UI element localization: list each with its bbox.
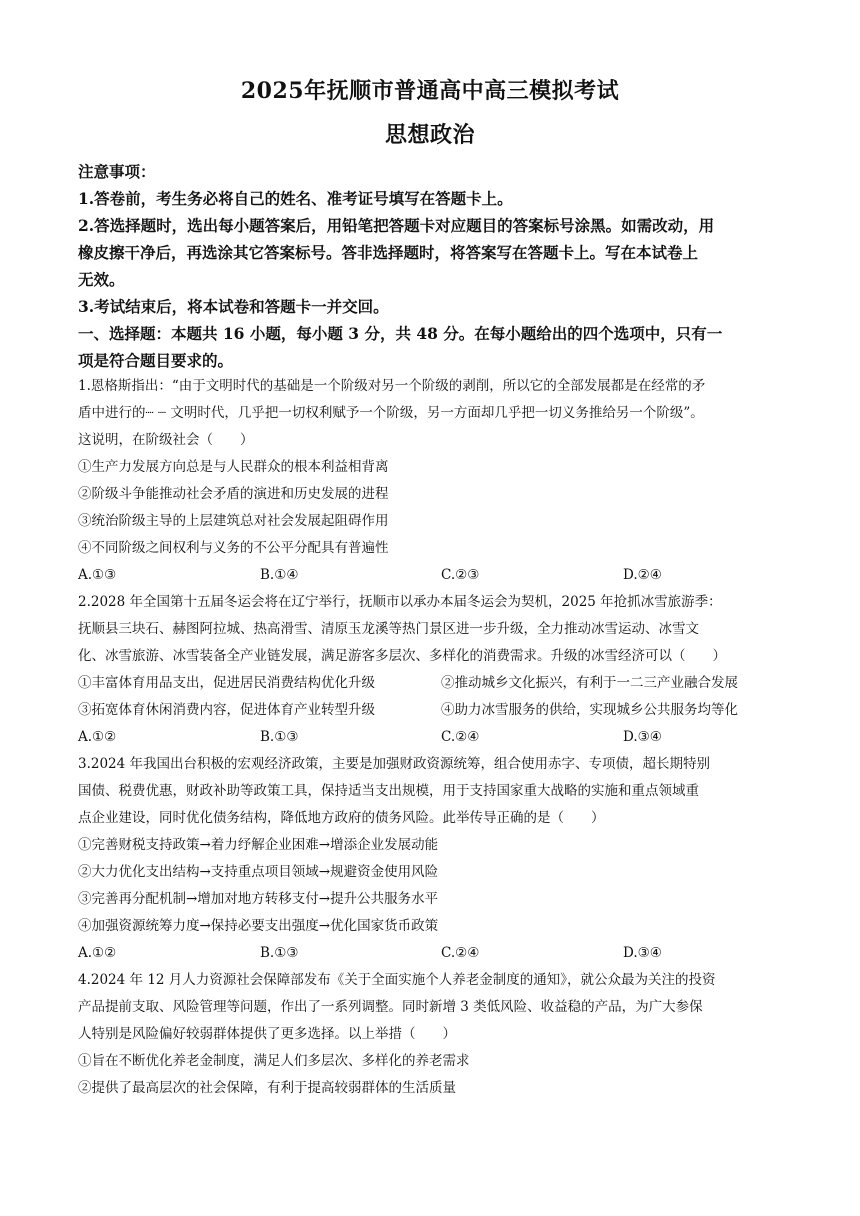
question-3-line-3: 点企业建设，同时优化债务结构，降低地方政府的债务风险。此举传导正确的是（ ） [78,810,605,826]
option-b: B.①④ [260,567,299,583]
question-3-statement-3: ③完善再分配机制→增加对地方转移支付→提升公共服务水平 [78,891,439,907]
question-4-line-2: 产品提前支取、风险管理等问题，作出了一系列调整。同时新增 3 类低风险、收益稳的产品，为广大参保 [78,999,703,1015]
question-2-options [78,724,778,751]
option-c: C.②④ [441,945,480,961]
option-c: C.②④ [441,729,480,745]
option-a: A.①② [78,945,117,961]
question-3-options [78,940,778,967]
section-heading-line-2: 项是符合题目要求的。 [78,351,234,370]
question-2-statement-1: ①丰富体育用品支出，促进居民消费结构优化升级 [78,675,375,691]
exam-subject: 思想政治 [384,122,475,148]
question-2-line-2: 抚顺县三块石、赫图阿拉城、热高滑雪、清原玉龙溪等热门景区进一步升级，全力推动冰雪运动、冰雪文 [78,621,699,637]
question-1-statement-4: ④不同阶级之间权利与义务的不公平分配具有普遍性 [78,540,389,556]
option-a: A.①③ [78,567,117,583]
question-1-statement-2: ②阶级斗争能推动社会矛盾的演进和历史发展的进程 [78,486,389,502]
questions [78,373,778,1102]
question-4-statement-2: ②提供了最高层次的社会保障，有利于提高较弱群体的生活质量 [78,1080,456,1096]
question-4-statement-1: ①旨在不断优化养老金制度，满足人们多层次、多样化的养老需求 [78,1053,470,1069]
option-d: D.③④ [623,729,662,745]
question-4-line-1: 4.2024 年 12 月人力资源社会保障部发布《关于全面实施个人养老金制度的通知》，就公众最为关注的投资 [78,972,716,988]
question-3-statement-4: ④加强资源统筹力度→保持必要支出强度→优化国家货币政策 [78,918,439,934]
question-3-statement-1: ①完善财税支持政策→着力纾解企业困难→增添企业发展动能 [78,837,439,853]
question-2-statement-3: ③拓宽体育休闲消费内容，促进体育产业转型升级 [78,702,375,718]
note-item-2-line-2: 橡皮擦干净后，再选涂其它答案标号。答非选择题时，将答案写在答题卡上。写在本试卷上 [78,243,699,262]
question-1-line-2: 盾中进行的┈ ┈ 文明时代，几乎把一切权利赋予一个阶级，另一方面却几乎把一切义务推给另一个阶级”。 [78,405,704,421]
note-item-1: 1.答卷前，考生务必将自己的姓名、准考证号填写在答题卡上。 [78,189,513,208]
section-heading-line-1: 一、选择题：本题共 16 小题，每小题 3 分，共 48 分。在每小题给出的四个选项中，只有一 [78,324,723,343]
question-1-statement-1: ①生产力发展方向总是与人民群众的根本利益相背离 [78,459,389,475]
option-b: B.①③ [260,945,299,961]
option-d: D.③④ [623,945,662,961]
note-item-2-line-1: 2.答选择题时，选出每小题答案后，用铅笔把答题卡对应题目的答案标号涂黑。如需改动，用 [78,216,715,235]
note-item-3: 3.考试结束后，将本试卷和答题卡一并交回。 [78,297,389,316]
option-b: B.①③ [260,729,299,745]
question-2-line-1: 2.2028 年全国第十五届冬运会将在辽宁举行，抚顺市以承办本届冬运会为契机，2025 年抢抓冰雪旅游季： [78,594,722,610]
option-d: D.②④ [623,567,662,583]
question-4-line-3: 人特别是风险偏好较弱群体提供了更多选择。以上举措（ ） [78,1026,456,1042]
question-3-line-1: 3.2024 年我国出台积极的宏观经济政策，主要是加强财政资源统筹，组合使用赤字、专项债，超长期特别 [78,756,711,772]
exam-title: 2025年抚顺市普通高中高三模拟考试 [240,78,620,104]
option-c: C.②③ [441,567,480,583]
question-2-statements-row-1 [78,670,778,697]
question-2-statement-4: ④助力冰雪服务的供给，实现城乡公共服务均等化 [441,702,738,718]
question-2-line-3: 化、冰雪旅游、冰雪装备全产业链发展，满足游客多层次、多样化的消费需求。升级的冰雪经济可以（ ） [78,648,726,664]
option-a: A.①② [78,729,117,745]
notes-heading: 注意事项： [78,162,156,181]
question-1-options [78,562,778,589]
question-2-statements-row-2 [78,697,778,724]
question-3-line-2: 国债、税费优惠，财政补助等政策工具，保持适当支出规模，用于支持国家重大战略的实施和重点领域重 [78,783,699,799]
note-item-2-line-3: 无效。 [78,270,125,289]
question-1-statement-3: ③统治阶级主导的上层建筑总对社会发展起阻碍作用 [78,513,389,529]
question-3-statement-2: ②大力优化支出结构→支持重点项目领域→规避资金使用风险 [78,864,439,880]
question-1-line-1: 1.恩格斯指出：“由于文明时代的基础是一个阶级对另一个阶级的剥削，所以它的全部发展都是在经常的矛 [78,378,706,394]
notes-section [78,158,778,374]
question-2-statement-2: ②推动城乡文化振兴，有利于一二三产业融合发展 [441,675,738,691]
question-1-line-3: 这说明，在阶级社会（ ） [78,432,254,448]
